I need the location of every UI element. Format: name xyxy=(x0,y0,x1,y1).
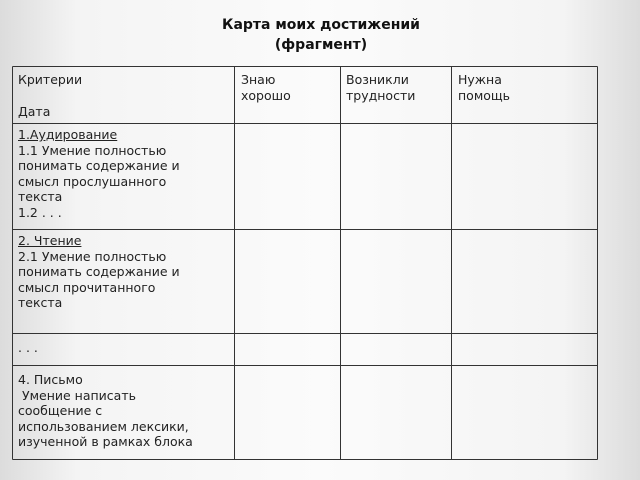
header-know-well xyxy=(241,72,291,103)
criterion-line: понимать содержание и xyxy=(18,158,180,173)
criterion-line: использованием лексики, xyxy=(18,418,189,434)
criterion-ellipsis xyxy=(18,340,38,356)
header-criteria: Критерии xyxy=(18,72,83,87)
header-need-help xyxy=(458,72,510,103)
criterion-heading: 4. Письмо xyxy=(18,372,83,387)
criterion-line: 1.1 Умение полностью xyxy=(18,142,167,158)
slide-title xyxy=(0,15,640,55)
header-know-well-line1: Знаю xyxy=(241,72,276,87)
criterion-line: 2.1 Умение полностью xyxy=(18,248,167,264)
criterion-reading xyxy=(18,233,180,311)
criterion-writing xyxy=(18,372,193,450)
header-difficulties-line1: Возникли xyxy=(346,72,409,87)
header-know-well-line2: хорошо xyxy=(241,87,291,103)
criterion-line: смысл прослушанного xyxy=(18,173,167,189)
criterion-line: смысл прочитанного xyxy=(18,279,156,295)
title-main: Карта моих достижений xyxy=(222,17,420,33)
criterion-line: текста xyxy=(18,295,63,310)
criterion-line: 1.2 . . . xyxy=(18,204,62,220)
header-date: Дата xyxy=(18,104,51,119)
criterion-listening xyxy=(18,127,180,220)
criterion-line: изученной в рамках блока xyxy=(18,434,193,449)
criterion-heading: 2. Чтение xyxy=(18,233,82,248)
criterion-line: текста xyxy=(18,189,63,204)
title-subtitle: (фрагмент) xyxy=(274,37,368,53)
header-need-help-line2: помощь xyxy=(458,87,511,103)
criterion-line: . . . xyxy=(18,340,38,355)
criterion-line: сообщение с xyxy=(18,403,103,418)
criterion-line: Умение написать xyxy=(18,387,136,403)
criterion-line: понимать содержание и xyxy=(18,264,180,279)
header-difficulties xyxy=(346,72,415,103)
header-difficulties-line2: трудности xyxy=(346,87,416,103)
criterion-heading: 1.Аудирование xyxy=(18,127,118,142)
header-need-help-line1: Нужна xyxy=(458,72,502,87)
